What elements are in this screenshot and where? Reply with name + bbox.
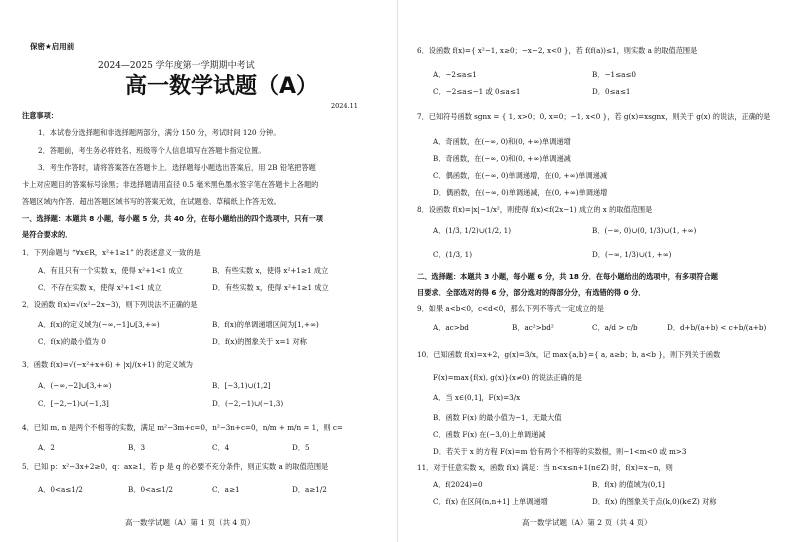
- question-3: 3．函数 f(x)=√(−x²+x+6) + |x|/(x+1) 的定义域为: [22, 360, 193, 369]
- q1-option-d: D．有些实数 x，使得 x²+1≥1 成立: [212, 283, 329, 292]
- page-2-footer: 高一数学试题（A）第 2 页（共 4 页）: [522, 518, 652, 527]
- q3-option-c: C．[−2,−1)∪(−1,3]: [38, 399, 109, 408]
- q8-option-d: D．(−∞, 1/3)∪(1, +∞): [592, 250, 672, 259]
- q1-option-a: A．有且只有一个实数 x，使得 x²+1<1 成立: [38, 266, 183, 275]
- question-7: 7．已知符号函数 sgnx = { 1, x>0；0, x=0；−1, x<0 }，若 g(x)=xsgnx，则关于 g(x) 的说法，正确的是: [417, 112, 771, 121]
- q2-option-d: D．f(x)的图象关于 x=1 对称: [212, 337, 307, 346]
- question-10-cont: F(x)=max{f(x), g(x)}(x≠0) 的说法正确的是: [433, 373, 582, 382]
- notes-heading: 注意事项：: [22, 111, 58, 120]
- q3-option-b: B．[−3,1)∪(1,2]: [212, 381, 271, 390]
- question-10: 10．已知函数 f(x)=x+2，g(x)=3/x，记 max{a,b}={ a, a≥b；b, a<b }，则下列关于函数: [417, 350, 721, 359]
- q9-option-c: C．a/d > c/b: [592, 323, 638, 332]
- question-5: 5．已知 p：x²−3x+2≥0，q：ax≥1，若 p 是 q 的必要不充分条件，则正实数 a 的取值范围是: [22, 462, 329, 471]
- q4-option-b: B．3: [128, 443, 146, 452]
- section-2-heading-cont: 目要求．全部选对的得 6 分，部分选对的得部分分，有选错的得 0 分．: [417, 288, 646, 297]
- question-4: 4．已知 m, n 是两个不相等的实数，满足 m²−3m+c=0，n²−3n+c=0，n/m + m/n = 1，则 c=: [22, 423, 343, 432]
- section-2-heading: 二、选择题：本题共 3 小题，每小题 6 分，共 18 分．在每小题给出的选项中，有多项符合题: [417, 272, 718, 281]
- q11-option-b: B．f(x) 的值域为(0,1]: [592, 480, 665, 489]
- q5-option-c: C．a≥1: [212, 485, 240, 494]
- q3-option-a: A．(−∞,−2]∪[3,+∞): [38, 381, 112, 390]
- q8-option-a: A．(1/3, 1/2)∪(1/2, 1): [433, 226, 512, 235]
- q6-option-c: C．−2≤a≤−1 或 0≤a≤1: [433, 87, 521, 96]
- section-1-heading: 一、选择题：本题共 8 小题，每小题 5 分，共 40 分，在每小题给出的四个选项中，只有一项: [22, 214, 323, 223]
- q5-option-a: A．0<a≤1/2: [38, 485, 83, 494]
- question-8: 8．设函数 f(x)=|x|−1/x²，则使得 f(x)<f(2x−1) 成立的 x 的取值范围是: [417, 205, 653, 214]
- q7-option-c: C．偶函数，在(−∞, 0)单调递增，在(0, +∞)单调递减: [433, 171, 608, 180]
- q9-option-b: B．ac²>bd²: [512, 323, 554, 332]
- q5-option-d: D．a≥1/2: [292, 485, 327, 494]
- q11-option-c: C．f(x) 在区间(n,n+1] 上单调递增: [433, 497, 548, 506]
- q2-option-a: A．f(x)的定义域为(−∞,−1]∪[3,+∞): [38, 320, 160, 329]
- q1-option-b: B．有些实数 x，使得 x²+1≥1 成立: [212, 266, 329, 275]
- exam-year-title: 2024—2025 学年度第一学期期中考试: [98, 61, 255, 71]
- q2-option-c: C．f(x)的最小值为 0: [38, 337, 106, 346]
- q4-option-a: A．2: [38, 443, 55, 452]
- confidential-mark: 保密★启用前: [30, 42, 75, 51]
- q9-option-d: D．d+b/(a+b) < c+b/(a+b): [667, 323, 767, 332]
- q2-option-b: B．f(x)的单调递增区间为[1,+∞): [212, 320, 319, 329]
- q3-option-d: D．(−2,−1)∪(−1,3): [212, 399, 284, 408]
- q10-option-c: C．函数 F(x) 在(−3,0)上单调递减: [433, 430, 546, 439]
- note-3-line-1: 3．考生作答时，请将答案答在答题卡上．选择题每小题选出答案后，用 2B 铅笔把答题: [38, 163, 316, 172]
- q8-option-c: C．(1/3, 1): [433, 250, 473, 259]
- q10-option-d: D．若关于 x 的方程 F(x)=m 恰有两个不相等的实数根，则−1<m<0 或 m>3: [433, 447, 687, 456]
- question-11: 11．对于任意实数 x，函数 f(x) 满足：当 n<x≤n+1(n∈Z) 时，f(x)=x−n，则: [417, 463, 673, 472]
- q6-option-d: D．0≤a≤1: [592, 87, 631, 96]
- q7-option-d: D．偶函数，在(−∞, 0)单调递减，在(0, +∞)单调递增: [433, 188, 608, 197]
- exam-date: 2024.11: [331, 102, 358, 110]
- question-6: 6．设函数 f(x)={ x²−1, x≥0；−x−2, x<0 }，若 f(f(a))≤1，则实数 a 的取值范围是: [417, 46, 698, 55]
- note-2: 2．答题前，考生务必将姓名、班级等个人信息填写在答题卡指定位置。: [38, 146, 266, 155]
- q11-option-a: A．f(2024)=0: [433, 480, 483, 489]
- note-1: 1．本试卷分选择题和非选择题两部分，满分 150 分，考试时间 120 分钟。: [38, 128, 281, 137]
- note-3-line-3: 答题区域内作答．超出答题区域书写的答案无效，在试题卷、草稿纸上作答无效。: [22, 197, 281, 206]
- q7-option-b: B．奇函数，在(−∞, 0)和(0, +∞)单调递减: [433, 154, 571, 163]
- note-3-line-2: 卡上对应题目的答案标号涂黑；非选择题请用直径 0.5 毫米黑色墨水签字笔在答题卡上各题的: [22, 180, 319, 189]
- exam-main-title: 高一数学试题（A）: [125, 74, 319, 99]
- page-1-footer: 高一数学试题（A）第 1 页（共 4 页）: [125, 518, 255, 527]
- q7-option-a: A．奇函数，在(−∞, 0)和(0, +∞)单调递增: [433, 137, 571, 146]
- q6-option-b: B．−1≤a≤0: [592, 70, 636, 79]
- question-1: 1．下列命题与 “∀x∈R，x²+1≥1” 的表述意义一致的是: [22, 248, 201, 257]
- question-9: 9．如果 a<b<0，c<d<0，那么下列不等式一定成立的是: [417, 304, 604, 313]
- q5-option-b: B．0<a≤1/2: [128, 485, 173, 494]
- q1-option-c: C．不存在实数 x，使得 x²+1<1 成立: [38, 283, 162, 292]
- question-2: 2．设函数 f(x)=√(x²−2x−3)，则下列说法不正确的是: [22, 300, 198, 309]
- q6-option-a: A．−2≤a≤1: [433, 70, 477, 79]
- exam-page-2: [397, 0, 794, 542]
- q10-option-a: A．当 x∈(0,1]，F(x)=3/x: [433, 393, 521, 402]
- q11-option-d: D．f(x) 的图象关于点(k,0)(k∈Z) 对称: [592, 497, 717, 506]
- section-1-heading-cont: 是符合要求的．: [22, 230, 73, 239]
- q4-option-d: D．5: [292, 443, 310, 452]
- q10-option-b: B．函数 F(x) 的最小值为−1，无最大值: [433, 413, 562, 422]
- q9-option-a: A．ac>bd: [433, 323, 469, 332]
- q8-option-b: B．(−∞, 0)∪(0, 1/3)∪(1, +∞): [592, 226, 697, 235]
- q4-option-c: C．4: [212, 443, 230, 452]
